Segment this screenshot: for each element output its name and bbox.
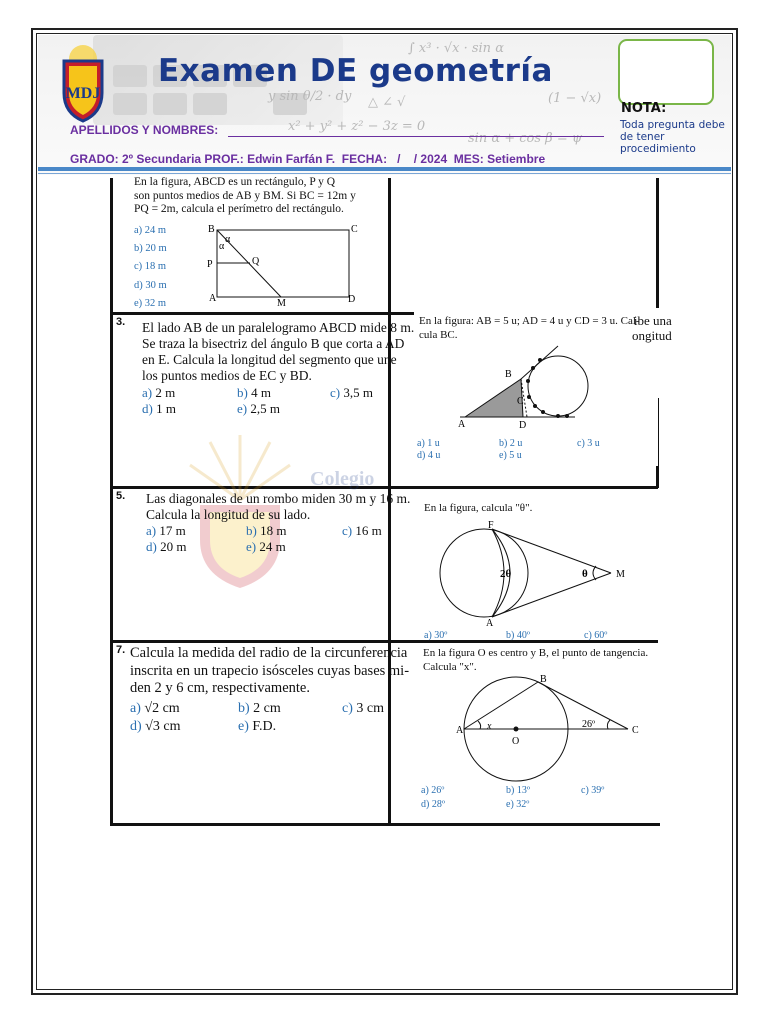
svg-text:B: B <box>540 674 547 685</box>
problem-5-number: 5. <box>116 490 126 502</box>
svg-text:Q: Q <box>252 256 260 267</box>
svg-text:F: F <box>488 520 494 531</box>
problem-5-statement: Las diagonales de un rombo miden 30 m y 16 m. Calcula la longitud de su lado. <box>146 491 411 522</box>
grid-left-line <box>110 178 113 826</box>
p6-option-a[interactable]: a) 30º <box>424 630 448 641</box>
svg-text:26º: 26º <box>582 719 596 730</box>
svg-text:M: M <box>616 569 625 580</box>
problem-7-statement: Calcula la medida del radio de la circunferencia inscrita en un trapecio isósceles cuyas bases mi- den 2 y 6 cm, respectivamente. <box>130 645 410 696</box>
problem-3-statement: El lado AB de un paralelogramo ABCD mide 8 m. Se traza la bisectriz del ángulo B que corta a AD en E. Calcula la longitud del segmento que une los puntos medios de EC y BD. <box>142 320 414 383</box>
p1-option-c[interactable]: c) 18 m <box>134 261 167 273</box>
header-divider-thin <box>38 173 731 174</box>
problem-8-figure <box>456 672 656 782</box>
svg-text:D: D <box>348 294 356 305</box>
svg-text:x: x <box>487 721 492 732</box>
svg-text:C: C <box>632 725 639 736</box>
p8-option-e[interactable]: e) 32º <box>506 799 530 810</box>
problem-1-options <box>134 222 167 313</box>
svg-text:Colegio: Colegio <box>310 468 375 490</box>
svg-text:O: O <box>512 736 520 747</box>
problem-6-options <box>424 630 644 642</box>
svg-text:A: A <box>209 293 217 304</box>
grado-line: GRADO: 2º Secundaria PROF.: Edwin Farfán F. FECHA: / / 2024 MES: Setiembre <box>70 152 546 166</box>
nota-instructions: Toda pregunta debe de tener procedimiento <box>620 119 725 155</box>
svg-text:B: B <box>505 369 512 380</box>
svg-text:C: C <box>517 396 524 407</box>
svg-text:MDJ: MDJ <box>65 85 101 102</box>
problem-8-statement: En la figura O es centro y B, el punto de tangencia. Calcula "x". <box>423 647 649 673</box>
problem-1-statement: En la figura, ABCD es un rectángulo, P y Q son puntos medios de AB y BM. Si BC = 12m y PQ = 2m, calcula el perímetro del rectángulo. <box>134 176 356 215</box>
p4-option-d[interactable]: d) 4 u <box>417 450 441 461</box>
p8-option-c[interactable]: c) 39º <box>581 785 605 796</box>
p4-option-a[interactable]: a) 1 u <box>417 438 440 449</box>
problem-6-statement: En la figura, calcula "θ". <box>424 502 533 514</box>
p6-option-b[interactable]: b) 40º <box>506 630 530 641</box>
school-logo <box>60 43 106 123</box>
problem-6-figure <box>436 518 636 628</box>
exam-title: Examen DE geometría <box>158 53 553 89</box>
name-field-line[interactable] <box>228 136 604 137</box>
svg-text:B: B <box>208 224 215 235</box>
p8-option-b[interactable]: b) 13º <box>506 785 530 796</box>
svg-text:A: A <box>458 419 466 430</box>
nota-label: NOTA: <box>621 101 667 116</box>
p4-option-e[interactable]: e) 5 u <box>499 450 522 461</box>
p6-option-c[interactable]: c) 60º <box>584 630 608 641</box>
svg-text:A: A <box>456 725 464 736</box>
svg-text:A: A <box>486 618 494 628</box>
grid-right-line-1 <box>656 178 659 308</box>
svg-text:θ: θ <box>582 568 588 580</box>
p1-option-a[interactable]: a) 24 m <box>134 225 167 236</box>
svg-text:α: α <box>219 241 225 252</box>
problem-3-number: 3. <box>116 316 126 328</box>
header-divider <box>38 167 731 171</box>
apellidos-label: APELLIDOS Y NOMBRES: <box>70 123 219 137</box>
exam-header: y sin θ/2 · dy △ ∠ √ x² + y² + z² − 3z = 0 sin α + cos β = ψ ∫ x³ · √x · sin α (1 − √x) MDJ Examen DE geometría NOTA: Toda pregunta debe de tener procedimiento APELLIDOS Y NOMBRES: GRADO: 2º Secundaria PROF.: Edwin Farfán F. FECHA: / / 2024 MES: Setiembre <box>38 35 731 175</box>
grade-box[interactable] <box>618 39 714 105</box>
problem-3-options: a) 2 m b) 4 m c) 3,5 m d) 1 m e) 2,5 m <box>142 385 373 416</box>
svg-text:P: P <box>207 259 213 270</box>
p1-option-e[interactable]: e) 32 m <box>134 297 167 309</box>
problem-4-figure <box>455 342 605 432</box>
p8-option-d[interactable]: d) 28º <box>421 799 445 810</box>
problem-1-figure <box>205 222 365 308</box>
svg-text:α: α <box>225 234 231 245</box>
problem-5-options: a) 17 m b) 18 m c) 16 m d) 20 m e) 24 m <box>146 523 382 554</box>
problem-4-options <box>417 438 637 462</box>
grid-row-line-4 <box>110 823 660 826</box>
problem-4-statement: En la figura: AB = 5 u; AD = 4 u y CD = 3 u. Cal- cula BC. <box>419 315 640 341</box>
problem-7-number: 7. <box>116 644 126 656</box>
svg-text:M: M <box>277 298 286 308</box>
p4-option-c[interactable]: c) 3 u <box>577 438 600 449</box>
p4-option-b[interactable]: b) 2 u <box>499 438 523 449</box>
problem-4-cut-text: ibe una ongitud <box>632 313 672 343</box>
p1-option-d[interactable]: d) 30 m <box>134 279 167 291</box>
problem-7-options: a) √2 cm b) 2 cm c) 3 cm d) √3 cm e) F.D. <box>130 701 384 734</box>
p1-option-b[interactable]: b) 20 m <box>134 243 167 255</box>
svg-text:C: C <box>351 224 358 235</box>
svg-text:2θ: 2θ <box>500 568 512 580</box>
problem-8-options <box>421 784 641 812</box>
p8-option-a[interactable]: a) 26º <box>421 785 445 796</box>
svg-text:D: D <box>519 420 527 431</box>
